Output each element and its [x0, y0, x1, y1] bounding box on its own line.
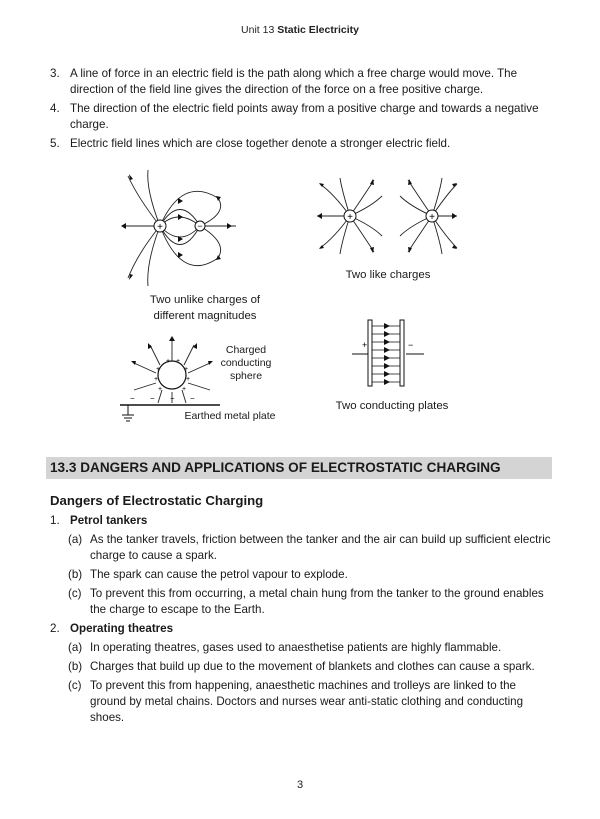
list-item: [68, 586, 555, 618]
item-number: 4.: [50, 102, 60, 115]
svg-text:−: −: [408, 340, 414, 350]
unlike-charges-diagram: [118, 168, 248, 288]
svg-text:+: +: [154, 376, 159, 383]
field-line-points: [50, 66, 555, 155]
list-item: [68, 640, 555, 656]
item-letter: (c): [68, 587, 82, 600]
svg-text:−: −: [170, 394, 175, 403]
danger-number: 2.: [50, 622, 60, 635]
item-text: To prevent this from occurring, a metal chain hung from the tanker to the ground enables the charge to escape to the Earth.: [90, 587, 544, 616]
item-number: 5.: [50, 137, 60, 150]
svg-text:−: −: [130, 394, 135, 403]
danger-number: 1.: [50, 514, 60, 527]
plates-caption: Two conducting plates: [335, 400, 449, 412]
svg-text:−: −: [150, 394, 155, 403]
item-letter: (b): [68, 660, 83, 673]
svg-text:−: −: [190, 394, 195, 403]
svg-text:+: +: [182, 386, 187, 393]
sphere-caption: Charged conducting sphere: [220, 344, 272, 382]
item-text: In operating theatres, gases used to anaesthetise patients are highly flammable.: [90, 641, 502, 654]
svg-text:+: +: [362, 340, 368, 350]
list-item: [68, 659, 555, 675]
danger-title: Operating theatres: [70, 622, 174, 635]
item-text: A line of force in an electric field is the path along which a free charge would move. The direction of the field line gives the direction of the force on a free positive charge.: [70, 67, 518, 96]
danger-title: Petrol tankers: [70, 514, 148, 527]
item-letter: (c): [68, 679, 82, 692]
item-text: Charges that build up due to the movement of blankets and clothes can cause a spark.: [90, 660, 535, 673]
item-letter: (a): [68, 641, 83, 654]
svg-text:+: +: [184, 366, 189, 373]
svg-text:+: +: [176, 358, 181, 365]
item-text: The direction of the electric field points away from a positive charge and towards a negative charge.: [70, 102, 539, 131]
item-letter: (b): [68, 568, 83, 581]
section-heading: 13.3 DANGERS AND APPLICATIONS OF ELECTROSTATIC CHARGING: [46, 457, 552, 479]
svg-text:+: +: [158, 386, 163, 393]
svg-text:+: +: [157, 222, 163, 233]
unit-number: Unit 13: [241, 24, 275, 36]
dangers-list: [50, 513, 555, 729]
svg-text:+: +: [347, 212, 353, 223]
page-number: 3: [296, 779, 304, 791]
subheading: Dangers of Electrostatic Charging: [50, 493, 264, 508]
list-item: [68, 678, 555, 726]
item-number: 3.: [50, 67, 60, 80]
svg-text:+: +: [156, 366, 161, 373]
unit-title: Static Electricity: [277, 24, 359, 36]
item-letter: (a): [68, 533, 83, 546]
list-item: [50, 101, 555, 133]
svg-text:+: +: [429, 212, 435, 223]
unlike-charges-caption: Two unlike charges of different magnitudes: [149, 294, 261, 322]
page-header: [0, 24, 600, 36]
svg-text:+: +: [166, 358, 171, 365]
svg-text:−: −: [197, 221, 203, 231]
list-item: [68, 567, 555, 583]
danger-heading: [50, 621, 555, 637]
item-text: The spark can cause the petrol vapour to explode.: [90, 568, 348, 581]
like-charges-caption: Two like charges: [345, 269, 431, 281]
svg-text:+: +: [186, 376, 191, 383]
item-text: To prevent this from happening, anaesthetic machines and trolleys are linked to the ground by metal chains. Doctors and nurses wear anti-static clothing and conducting shoes.: [90, 679, 524, 724]
like-charges-diagram: [312, 176, 462, 256]
list-item: [50, 66, 555, 98]
danger-heading: [50, 513, 555, 529]
earthed-plate-caption: Earthed metal plate: [184, 410, 276, 422]
conducting-plates-diagram: [348, 318, 428, 388]
item-text: As the tanker travels, friction between the tanker and the air can build up sufficient electric charge to cause a spark.: [90, 533, 551, 562]
list-item: [50, 136, 555, 152]
item-text: Electric field lines which are close together denote a stronger electric field.: [70, 137, 451, 150]
list-item: [68, 532, 555, 564]
